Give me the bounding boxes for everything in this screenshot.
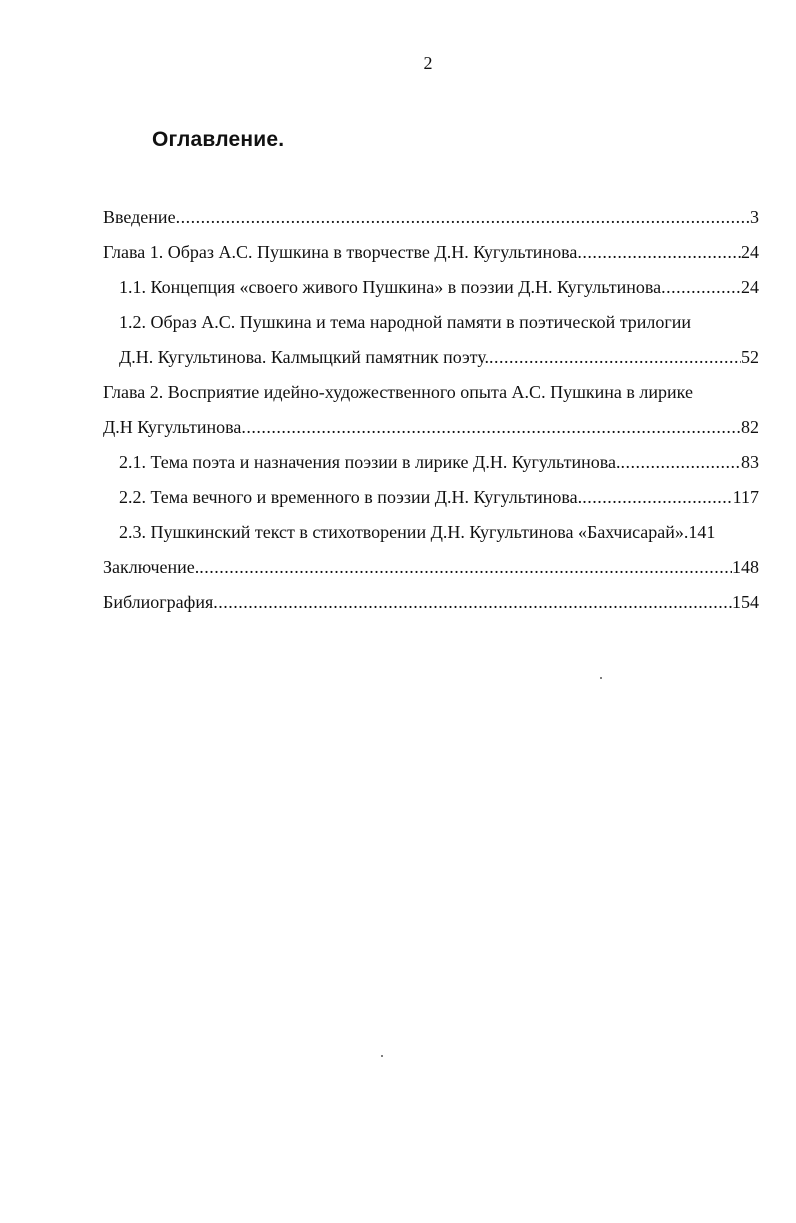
toc-entry-title: Глава 1. Образ А.С. Пушкина в творчестве Д.Н. Кугультинова (103, 242, 578, 262)
toc-entry-page: 83 (741, 452, 759, 472)
toc-entry-section-2-3[interactable] (103, 515, 759, 550)
toc-entry-page: 117 (732, 487, 759, 507)
toc-entry-title: Библиография (103, 592, 214, 612)
toc-entry-title: 2.3. Пушкинский текст в стихотворении Д.Н. Кугультинова «Бахчисарай». (119, 522, 689, 542)
toc-heading: Оглавление. (152, 128, 285, 151)
toc-entry-title: Заключение. (103, 557, 200, 577)
toc-entry-title: 2.1. Тема поэта и назначения поэзии в лирике Д.Н. Кугультинова. (119, 452, 621, 472)
toc-entry-section-1-2-line-2[interactable] (103, 340, 759, 375)
toc-entry-chapter-2-line-2[interactable] (103, 410, 759, 445)
toc-leader-dots (176, 200, 750, 235)
toc-entry-title: Введение (103, 207, 176, 227)
toc-entry-title: Д.Н Кугультинова (103, 417, 242, 437)
toc-entry-page: 3 (750, 207, 759, 227)
toc-leader-dots (489, 340, 741, 375)
toc-leader-dots (577, 235, 741, 270)
scan-speck (600, 677, 602, 679)
scan-speck (381, 1055, 383, 1057)
toc-leader-dots (661, 270, 741, 305)
toc-entry-bibliography[interactable] (103, 585, 759, 620)
toc-leader-dots (620, 445, 741, 480)
toc-entry-chapter-1[interactable] (103, 235, 759, 270)
toc-entry-section-2-1[interactable] (103, 445, 759, 480)
toc-leader-dots (199, 550, 732, 585)
toc-entry-conclusion[interactable] (103, 550, 759, 585)
toc-entry-section-1-1[interactable] (103, 270, 759, 305)
toc-entry-section-1-2-line-1[interactable] (103, 305, 759, 340)
toc-entry-introduction[interactable] (103, 200, 759, 235)
toc-entry-page: 82 (741, 417, 759, 437)
toc-entry-page: 24 (741, 242, 759, 262)
toc-entry-page: 141 (688, 522, 716, 542)
toc-leader-dots (241, 410, 741, 445)
toc-entry-page: 52 (741, 347, 759, 367)
toc-entry-title: 1.2. Образ А.С. Пушкина и тема народной памяти в поэтической трилогии (119, 312, 692, 332)
toc-entry-title: Д.Н. Кугультинова. Калмыцкий памятник поэту. (119, 347, 490, 367)
toc-entry-title: 1.1. Концепция «своего живого Пушкина» в поэзии Д.Н. Кугультинова (119, 277, 662, 297)
toc-entry-page: 154 (732, 592, 759, 612)
toc-entry-title: Глава 2. Восприятие идейно-художественного опыта А.С. Пушкина в лирике (103, 382, 693, 402)
toc-leader-dots (213, 585, 732, 620)
toc-entry-section-2-2[interactable] (103, 480, 759, 515)
table-of-contents (103, 200, 759, 620)
page-number: 2 (423, 53, 433, 73)
toc-leader-dots (582, 480, 732, 515)
toc-entry-chapter-2-line-1[interactable] (103, 375, 759, 410)
toc-entry-page: 24 (741, 277, 759, 297)
toc-entry-title: 2.2. Тема вечного и временного в поэзии Д.Н. Кугультинова. (119, 487, 583, 507)
toc-entry-page: 148 (732, 557, 759, 577)
